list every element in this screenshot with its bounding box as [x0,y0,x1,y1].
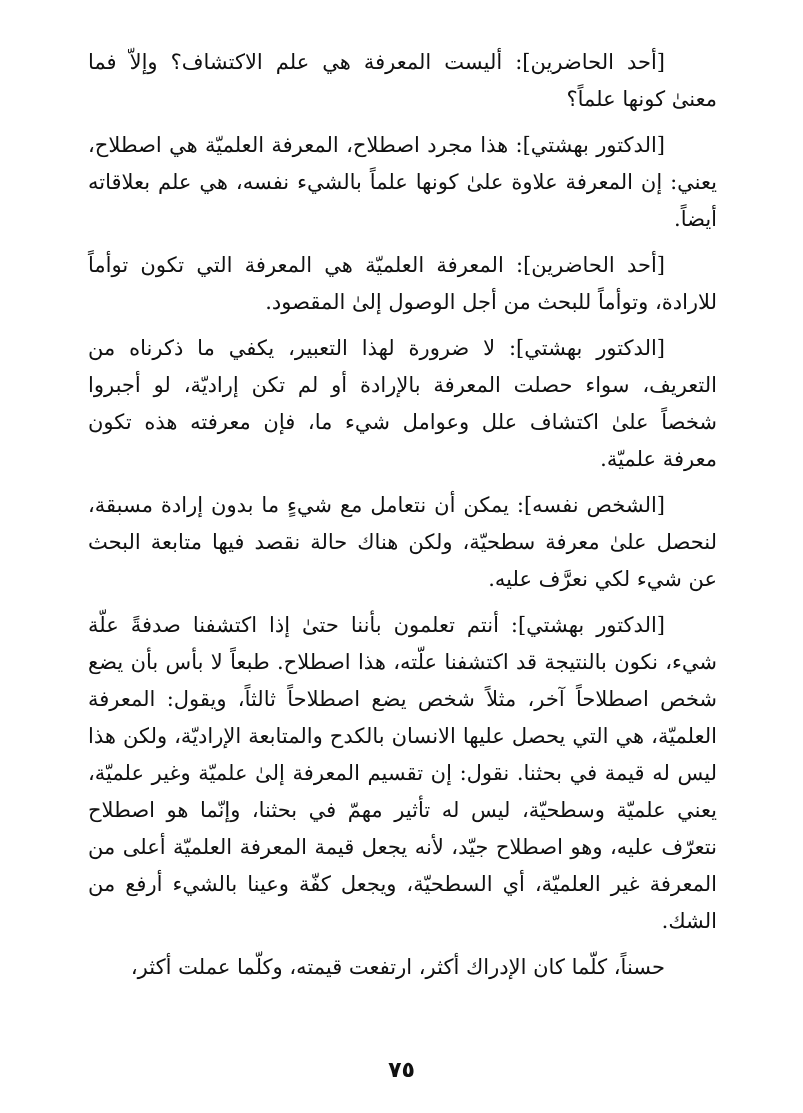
paragraph: [أحد الحاضرين]: أليست المعرفة هي علم الاكتشاف؟ وإلاّ فما معنىٰ كونها علماً؟ [88,50,717,111]
paragraph: [الدكتور بهشتي]: لا ضرورة لهذا التعبير، يكفي ما ذكرناه من التعريف، سواء حصلت المعرفة بالإرادة أو لم تكن إراديّة، لو أجبروا شخصاً علىٰ اكتشاف علل وعوامل شيء ما، فإن معرفته هذه تكون معرفة علميّة. [88,336,717,471]
paragraph: [الدكتور بهشتي]: هذا مجرد اصطلاح، المعرفة العلميّة هي اصطلاح، يعني: إن المعرفة علاوة علىٰ كونها علماً بالشيء نفسه، هي علم بعلاقاته أيضاً. [88,133,717,231]
paragraph: [الدكتور بهشتي]: أنتم تعلمون بأننا حتىٰ إذا اكتشفنا صدفةً علّة شيء، نكون بالنتيجة قد اكتشفنا علّته، هذا اصطلاح. طبعاً لا بأس بأن يضع شخص اصطلاحاً آخر، مثلاً شخص يضع اصطلاحاً ثالثاً، ويقول: المعرفة العلميّة، هي التي يحصل عليها الانسان بالكدح والمتابعة الإراديّة، ولكن هذا ليس له قيمة في بحثنا. نقول: إن تقسيم المعرفة إلىٰ علميّة وغير علميّة، يعني علميّة وسطحيّة، ليس له تأثير مهمّ في بحثنا، وإنّما هو اصطلاح نتعرّف عليه، وهو اصطلاح جيّد، لأنه يجعل قيمة المعرفة العلميّة أعلى من المعرفة غير العلميّة، أي السطحيّة، ويجعل كفّة وعينا بالشيء أرفع من الشك. [88,613,717,933]
paragraph: [الشخص نفسه]: يمكن أن نتعامل مع شيءٍ ما بدون إرادة مسبقة، لنحصل علىٰ معرفة سطحيّة، ولكن هناك حالة نقصد فيها متابعة البحث عن شيء لكي نعرَّف عليه. [88,493,717,591]
page-body [88,44,717,1044]
paragraph: [أحد الحاضرين]: المعرفة العلميّة هي المعرفة التي تكون توأماً للارادة، وتوأماً للبحث من أجل الوصول إلىٰ المقصود. [88,253,717,314]
page-number: ٧٥ [388,1058,415,1083]
paragraph: حسناً، كلّما كان الإدراك أكثر، ارتفعت قيمته، وكلّما عملت أكثر، [130,955,665,979]
